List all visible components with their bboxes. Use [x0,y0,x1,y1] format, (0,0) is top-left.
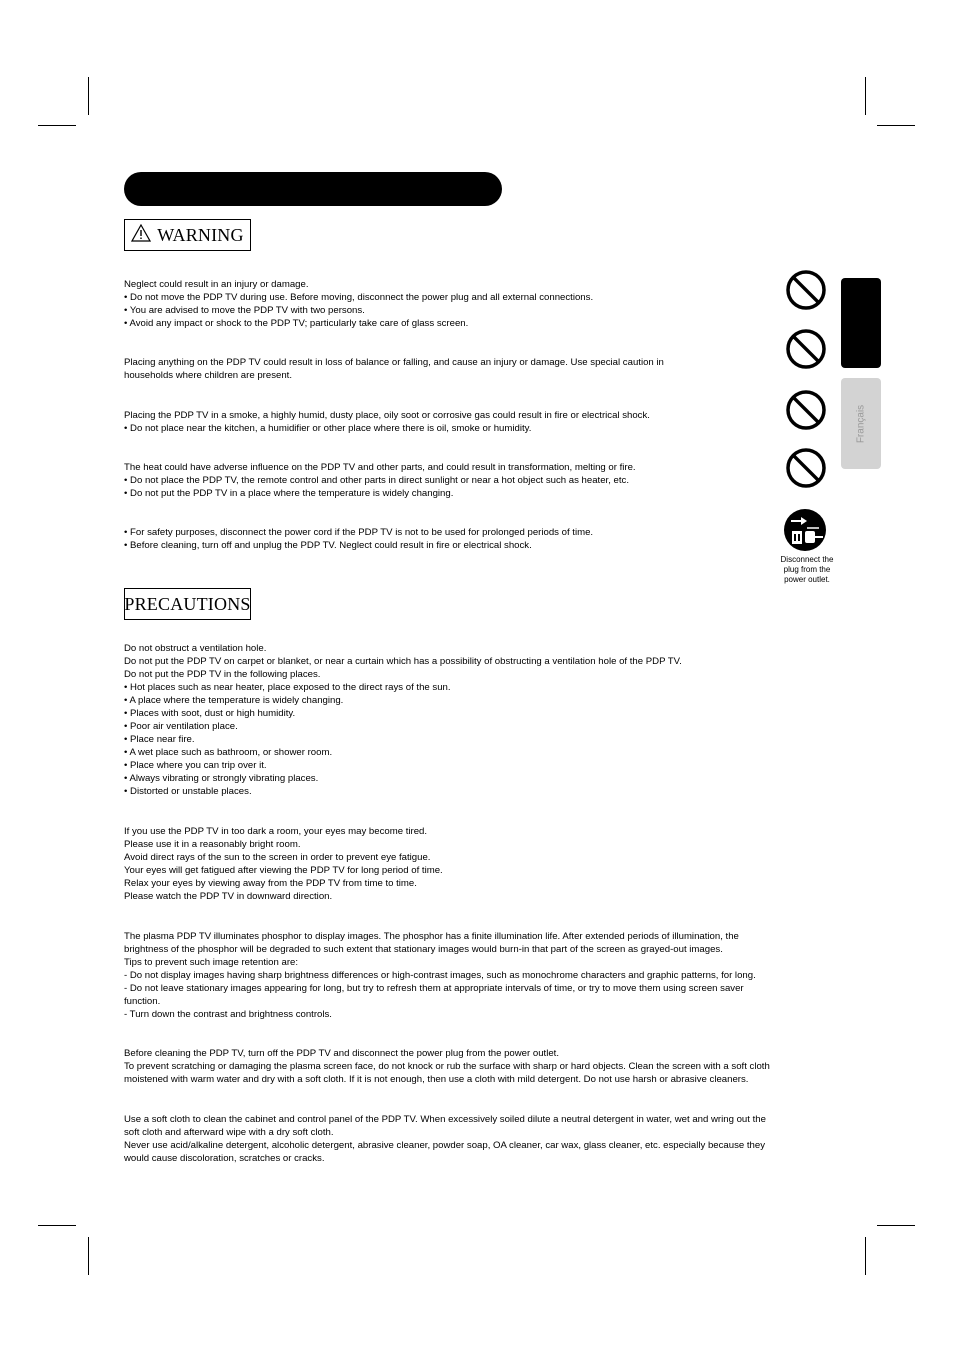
text-line: - Turn down the contrast and brightness controls. [124,1009,332,1020]
text-line: Tips to prevent such image retention are: [124,957,299,968]
text-line: Placing anything on the PDP TV could result in loss of balance or falling, and cause an injury or damage. Use special caution in [124,357,664,368]
text-line: • Avoid any impact or shock to the PDP TV; particularly take care of glass screen. [124,318,469,329]
warning-heading [124,219,251,251]
crop-mark [877,125,915,126]
warning-paragraph [124,461,834,500]
text-line: The plasma PDP TV illuminates phosphor to display images. The phosphor has a finite illumination life. After extended periods of illumination, the [124,931,739,942]
text-line: • A place where the temperature is widely changing. [124,695,344,706]
text-line: • Always vibrating or strongly vibrating places. [124,773,319,784]
unplug-caption: Disconnect the plug from the power outlet. [780,555,834,584]
precautions-paragraph [124,930,834,1021]
text-line: Your eyes will get fatigued after viewing the PDP TV for long period of time. [124,865,443,876]
language-tab-label: Français [855,404,867,443]
crop-mark [38,1225,76,1226]
text-line: • Do not place the PDP TV, the remote control and other parts in direct sunlight or near a hot object such as heater, etc. [124,475,630,486]
text-line: households where children are present. [124,370,292,381]
warning-paragraph [124,409,834,435]
prohibition-icon [786,329,826,369]
text-line: • You are advised to move the PDP TV with two persons. [124,305,365,316]
text-line: soft cloth and afterward wipe with a dry soft cloth. [124,1127,334,1138]
warning-label: WARNING [157,224,244,245]
precautions-paragraph [124,1113,834,1165]
text-line: If you use the PDP TV in too dark a room, your eyes may become tired. [124,826,428,837]
unplug-icon [783,507,827,553]
text-line: Neglect could result in an injury or damage. [124,279,309,290]
text-line: brightness of the phosphor will be degraded to such extent that stationary images would burn-in that part of the screen as grayed-out images. [124,944,723,955]
prohibition-icon [786,448,826,488]
text-line: Do not put the PDP TV in the following places. [124,669,321,680]
text-line: Placing the PDP TV in a smoke, a highly humid, dusty place, oily soot or corrosive gas could result in fire or electrical shock. [124,410,650,421]
text-line: The heat could have adverse influence on the PDP TV and other parts, and could result in transformation, melting or fire. [124,462,636,473]
text-line: • A wet place such as bathroom, or shower room. [124,747,333,758]
text-line: Relax your eyes by viewing away from the PDP TV from time to time. [124,878,417,889]
prohibition-icon [786,270,826,310]
text-line: would cause discoloration, scratches or cracks. [124,1153,325,1164]
section-title-bar [124,172,502,206]
text-line: Never use acid/alkaline detergent, alcoholic detergent, abrasive cleaner, powder soap, OA cleaner, car wax, glass cleaner, etc. especially because they [124,1140,766,1151]
warning-triangle-icon [131,224,151,247]
crop-mark [877,1225,915,1226]
text-line: Do not obstruct a ventilation hole. [124,643,267,654]
text-line: • For safety purposes, disconnect the power cord if the PDP TV is not to be used for prolonged periods of time. [124,527,594,538]
prohibition-icon [786,390,826,430]
precautions-paragraph [124,825,834,903]
text-line: • Do not put the PDP TV in a place where the temperature is widely changing. [124,488,454,499]
text-line: • Do not move the PDP TV during use. Before moving, disconnect the power plug and all external connections. [124,292,594,303]
text-line: Use a soft cloth to clean the cabinet and control panel of the PDP TV. When excessively soiled dilute a neutral detergent in water, wet and wring out the [124,1114,766,1125]
text-line: • Place near fire. [124,734,195,745]
text-line: • Before cleaning, turn off and unplug the PDP TV. Neglect could result in fire or electrical shock. [124,540,532,551]
crop-mark [88,77,89,115]
language-tab-active [841,278,881,368]
text-line: Please use it in a reasonably bright room. [124,839,301,850]
text-line: • Place where you can trip over it. [124,760,267,771]
precautions-paragraph [124,642,834,798]
text-line: Please watch the PDP TV in downward direction. [124,891,333,902]
language-tab-francais [841,378,881,469]
crop-mark [88,1237,89,1275]
crop-mark [865,1237,866,1275]
precautions-label: PRECAUTIONS [124,593,251,614]
text-line: function. [124,996,161,1007]
warning-paragraph [124,278,834,330]
text-line: • Poor air ventilation place. [124,721,238,732]
text-line: To prevent scratching or damaging the plasma screen face, do not knock or rub the surface with sharp or hard objects. Clean the screen with a soft cloth [124,1061,770,1072]
text-line: Before cleaning the PDP TV, turn off the PDP TV and disconnect the power plug from the power outlet. [124,1048,560,1059]
text-line: moistened with warm water and dry with a soft cloth. If it is not enough, then use a cloth with mild detergent. Do not use harsh or abrasive cleaners. [124,1074,749,1085]
warning-paragraph [124,356,834,382]
text-line: Do not put the PDP TV on carpet or blanket, or near a curtain which has a possibility of obstructing a ventilation hole of the PDP TV. [124,656,682,667]
text-line: - Do not leave stationary images appearing for long, but try to refresh them at appropriate intervals of time, or try to move them using screen saver [124,983,744,994]
precautions-heading [124,588,251,620]
crop-mark [38,125,76,126]
text-line: • Hot places such as near heater, place exposed to the direct rays of the sun. [124,682,451,693]
text-line: Avoid direct rays of the sun to the screen in order to prevent eye fatigue. [124,852,431,863]
precautions-paragraph [124,1047,834,1086]
text-line: - Do not display images having sharp brightness differences or high-contrast images, such as monochrome characters and graphic patterns, for long. [124,970,756,981]
warning-paragraph [124,526,834,552]
text-line: • Places with soot, dust or high humidity. [124,708,296,719]
crop-mark [865,77,866,115]
text-line: • Distorted or unstable places. [124,786,252,797]
text-line: • Do not place near the kitchen, a humidifier or other place where there is oil, smoke or humidity. [124,423,532,434]
